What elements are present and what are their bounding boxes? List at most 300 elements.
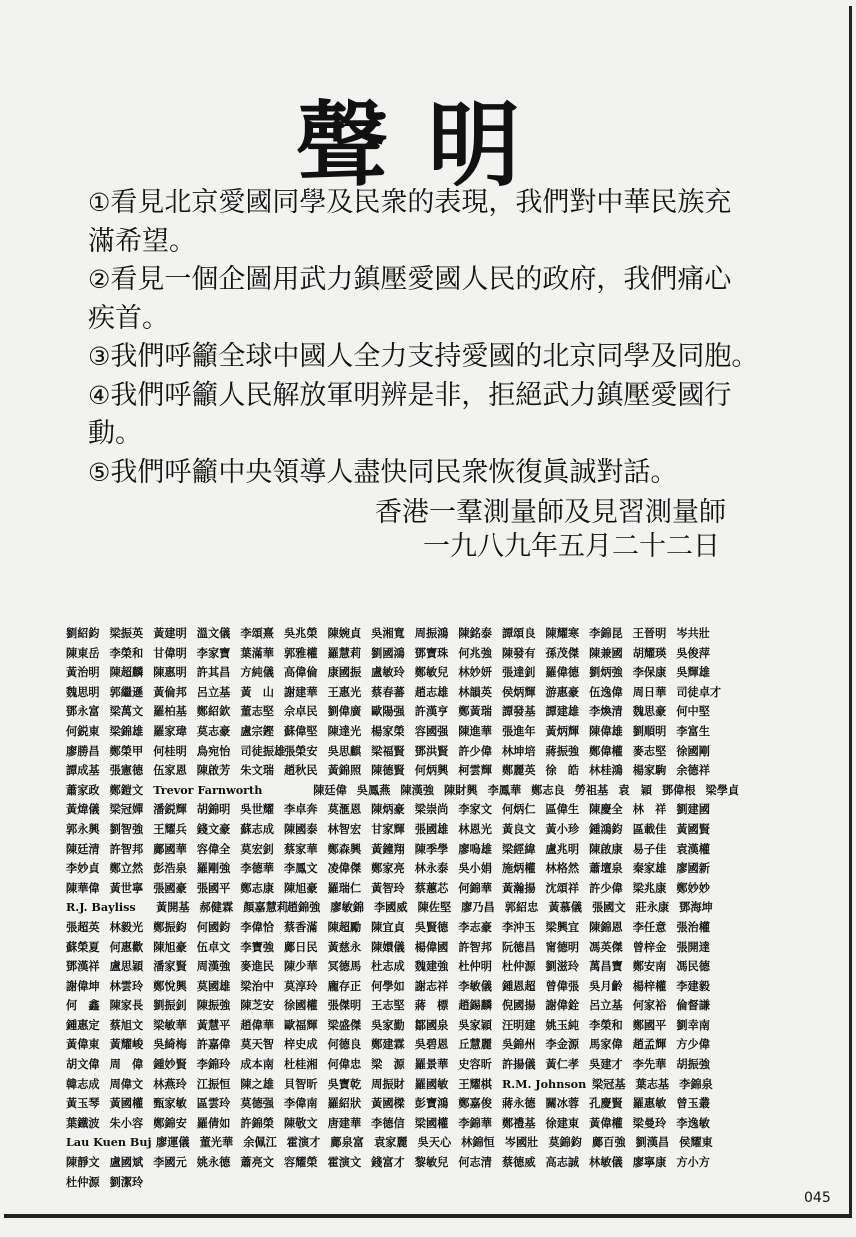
point-text: 我們呼籲人民解放軍明辨是非，拒絕武力鎮壓愛國行	[110, 379, 732, 411]
signatory-name: 黃偉權	[589, 1115, 623, 1130]
signatory-name: 莫宏釗	[240, 841, 274, 856]
signature-block	[375, 496, 726, 564]
signatory-name: 胡耀瑛	[632, 645, 667, 660]
signatory-name: 許漢亨	[414, 704, 449, 719]
signatory-name: 袁家麗	[373, 1135, 408, 1150]
statement-point	[88, 261, 778, 300]
signatory-name: 鄭嘉俊	[458, 1096, 492, 1111]
signatory-name: 徐建東	[545, 1115, 580, 1130]
signatory-name: 吳建才	[589, 1057, 623, 1072]
signatory-name: 張傑明	[327, 998, 362, 1013]
signatory-name: 王志堅	[371, 998, 405, 1013]
signatory-name: 林錦恒	[461, 1135, 495, 1150]
signatory-name: 呂立基	[589, 998, 623, 1013]
signatory-name: 倫督謙	[676, 998, 710, 1013]
signatory-row	[66, 977, 836, 997]
signatory-name: 彭浩泉	[153, 861, 187, 876]
signatory-name: 杜仲明	[458, 959, 492, 974]
signature-org: 香港一羣測量師及見習測量師	[375, 497, 726, 528]
signatory-name: 劉國鴻	[371, 645, 405, 660]
signatory-name: 何家裕	[632, 998, 667, 1013]
signatory-name: 鄒國泉	[414, 1017, 449, 1032]
signatory-name: 關冰蓉	[545, 1096, 580, 1111]
signatory-name: 李榮和	[109, 645, 144, 660]
signatory-name: 盧思穎	[109, 959, 144, 974]
signatory-name: 張超英	[66, 919, 100, 934]
signatory-row	[66, 957, 836, 977]
signatory-name: 吳世耀	[240, 802, 274, 817]
signatory-name: 陳兼國	[589, 645, 623, 660]
signatory-name: 黃良文	[501, 821, 536, 836]
signatory-name: 趙錦強	[286, 900, 321, 915]
signatory-name: 李富生	[676, 723, 710, 738]
signatory-name: 梁經緯	[501, 841, 536, 856]
signatory-name: 梁 源	[371, 1057, 405, 1072]
signatory-name: 陳啟芳	[196, 763, 231, 778]
signatory-name: 鍾惠定	[66, 1017, 100, 1032]
signatory-name: 李鳳華	[487, 782, 522, 797]
signatory-name: R.M. Johnson	[501, 1076, 587, 1091]
signatory-name: 麥志堅	[632, 743, 667, 758]
signatory-name: 龐存正	[327, 978, 362, 993]
signatory-name: 陳旭豪	[283, 880, 318, 895]
signatory-name: 周偉文	[109, 1076, 144, 1091]
signatory-name: 劉炳強	[589, 665, 623, 680]
signatory-name: 蔡蕙芯	[414, 880, 449, 895]
signatory-name: 方純儀	[240, 665, 274, 680]
signatory-name: 王晉明	[632, 626, 667, 640]
signatory-name: 陳慶全	[589, 802, 623, 817]
signatory-name: 廖寧康	[632, 1155, 667, 1170]
signatory-name: 黃瀚揚	[501, 880, 536, 895]
signatory-name: 杜志成	[371, 959, 405, 974]
signatory-name: 柯雲輝	[458, 763, 492, 778]
signatory-name: 錢文豪	[196, 821, 231, 836]
signatory-name: 黃國權	[109, 1096, 144, 1111]
signatory-name: 丘慧麗	[458, 1037, 492, 1052]
signatory-name: 王耀兵	[153, 821, 187, 836]
signatory-name: 施炳權	[501, 861, 536, 876]
signatory-name: 劉漢昌	[635, 1135, 670, 1150]
point-text-continued: 動。	[88, 418, 142, 449]
signatory-name: 鄧永富	[66, 704, 100, 719]
signatory-name: 徐國剛	[676, 743, 710, 758]
signatory-name: 江振恒	[196, 1076, 231, 1091]
signatory-name: 吳湘寬	[371, 626, 405, 640]
signatory-name: 鄺百強	[591, 1135, 626, 1150]
signatory-name: 李國威	[373, 900, 408, 915]
signatory-name: 魏建強	[414, 959, 449, 974]
signatory-name: 黃倫邦	[153, 684, 187, 699]
signatory-name: 陳財興	[443, 782, 478, 797]
signatory-row	[66, 1114, 836, 1134]
signatory-name: 趙偉華	[240, 1017, 274, 1032]
signatory-name: 林坤培	[501, 743, 536, 758]
signatory-name: 鍾妙賢	[153, 1057, 187, 1072]
signatory-row	[66, 938, 836, 958]
signatory-name: 鄭妙妙	[676, 880, 710, 895]
signatory-name: 顏嘉慧莉	[243, 900, 288, 915]
signatory-name: 鄭鎧文	[109, 782, 144, 797]
signatory-name: 岑國壯	[504, 1135, 539, 1150]
signatory-name: 蔣永德	[501, 1096, 536, 1111]
signatory-name: 容國强	[414, 723, 449, 738]
signatory-name: 溫文儀	[196, 626, 231, 640]
signatory-name: 伍逸偉	[589, 684, 623, 699]
signatory-name: 許錦榮	[240, 1115, 274, 1130]
signatory-name: 趙孟輝	[632, 1037, 667, 1052]
signatory-name: 何兆強	[458, 645, 492, 660]
signatory-name: 何惠歡	[109, 939, 144, 954]
signatory-name: 鄭振鈞	[153, 919, 187, 934]
signatory-name: 許嘉偉	[196, 1037, 231, 1052]
signatory-name: 李錦玲	[196, 1057, 231, 1072]
signatory-row	[66, 742, 836, 762]
signatory-name: 胡錦明	[196, 802, 231, 817]
signatory-name: 李頌熹	[240, 626, 274, 640]
signatory-name: 陳廷偉	[313, 782, 347, 797]
signatory-name: 許少偉	[458, 743, 492, 758]
signatory-name: 林敏儀	[589, 1155, 623, 1170]
signatory-name: 廖運儀	[156, 1135, 190, 1150]
signatory-name: 梁盛傑	[327, 1017, 362, 1032]
signatory-name: Trevor Farnworth	[153, 782, 263, 797]
signatory-name: 莫國雄	[196, 978, 231, 993]
signatory-name: 貝智昕	[283, 1076, 318, 1091]
signatory-name: 張國雄	[414, 821, 449, 836]
signatory-name: 伍卓文	[196, 939, 231, 954]
signatory-name: 曾梓金	[632, 939, 667, 954]
signatory-name: 杜桂湘	[283, 1057, 318, 1072]
signatory-name: 趙錫麟	[458, 998, 492, 1013]
signatory-row	[66, 918, 836, 938]
point-text: 我們呼籲全球中國人全力支持愛國的北京同學及同胞。	[110, 341, 759, 372]
signatory-name: 劉紹鈞	[66, 626, 100, 640]
signatory-name: 岑共壯	[676, 626, 710, 640]
signatory-name: 陳發有	[501, 645, 536, 660]
signatory-name: 梁曼玲	[632, 1115, 667, 1130]
signatory-name: 魏思明	[66, 684, 100, 699]
signatory-name: 吳天心	[417, 1135, 452, 1150]
signatory-row	[66, 840, 836, 860]
signatory-name: 霍演文	[327, 1155, 362, 1170]
signatory-name: 郭繼遜	[109, 684, 144, 699]
signatory-name: 鄭禮基	[501, 1115, 536, 1130]
signatory-name: 廖勝昌	[66, 743, 100, 758]
signatory-name: 鄭志康	[240, 880, 274, 895]
signatory-name: 何德良	[327, 1037, 362, 1052]
signatory-name: 李先華	[632, 1057, 667, 1072]
signatory-name: 劉振釗	[153, 998, 187, 1013]
signatory-name: 陳東岳	[66, 645, 100, 660]
signatory-name: 鄭紹欽	[196, 704, 231, 719]
signatory-name: 許智邦	[109, 841, 144, 856]
signatory-name: 林恩光	[458, 821, 492, 836]
signatory-name: 梁錦雄	[109, 723, 144, 738]
signatory-name: 黎敏兒	[414, 1155, 449, 1170]
signatory-name: 黃仁孝	[545, 1057, 580, 1072]
signatory-name: 李偉恰	[240, 919, 274, 934]
signatory-name: 梁敏華	[153, 1017, 187, 1032]
signatory-name: 吳寶乾	[327, 1076, 362, 1091]
signatory-name: 吳輝雄	[676, 665, 710, 680]
signatory-name: 鄭家亮	[371, 861, 405, 876]
signatory-name: 葉滿華	[240, 645, 274, 660]
signatory-name: 魏思豪	[632, 704, 667, 719]
signatory-name: 甄家敏	[153, 1096, 187, 1111]
signatory-name: 鄭志良	[531, 782, 565, 797]
signatory-name: 蘇榮夏	[66, 939, 100, 954]
signatory-name: 李錦昆	[589, 626, 623, 640]
signatory-name: 陳達光	[327, 723, 362, 738]
signatory-name: 周振鴻	[414, 626, 449, 640]
signatory-name: 黃國賢	[676, 821, 710, 836]
signatory-name: 冥德馬	[327, 959, 362, 974]
signatory-name: 劉建國	[676, 802, 710, 817]
signatory-name: 朱小容	[109, 1115, 144, 1130]
signatory-name: 陳佐堅	[417, 900, 452, 915]
signatory-name: 陳廷清	[66, 841, 100, 856]
signatory-name: 甘偉明	[153, 645, 187, 660]
signatory-name: 高志誠	[545, 1155, 580, 1170]
signatory-name: 黃開基	[156, 900, 190, 915]
signatory-name: 許揚儀	[501, 1057, 536, 1072]
signatory-name: 鄭偉權	[589, 743, 623, 758]
signatory-name: 董志堅	[240, 704, 274, 719]
signatory-name: 蘇偉堅	[283, 723, 318, 738]
signatory-row	[66, 1035, 836, 1055]
signatory-name: 容偉全	[196, 841, 231, 856]
point-number: ②	[88, 265, 111, 294]
signatory-name: R.J. Bayliss	[66, 900, 136, 915]
signatory-name: 陳旭豪	[153, 939, 187, 954]
signatory-name: 陳宜貞	[371, 919, 405, 934]
signatory-name: 李鳳文	[283, 861, 318, 876]
signatory-name: 李妙貞	[66, 861, 100, 876]
signatory-name: 劉偉廣	[327, 704, 362, 719]
signatory-name: 李寶強	[240, 939, 274, 954]
signatory-name: 王惠光	[327, 684, 362, 699]
signatory-row	[66, 1153, 836, 1173]
signatory-name: 李志豪	[458, 919, 492, 934]
signatory-name: 羅家瑋	[153, 723, 187, 738]
signatory-name: 鄭立然	[109, 861, 144, 876]
signatory-name: 鄭悅興	[153, 978, 187, 993]
signatory-name: 區雲玲	[196, 1096, 231, 1111]
signatory-name: 黃錦照	[327, 763, 362, 778]
signatory-row	[66, 722, 836, 742]
signatory-name: 陳惠明	[153, 665, 187, 680]
signatory-name: 張國文	[591, 900, 626, 915]
signatory-name: 張榮安	[283, 743, 318, 758]
signatory-name: 郭永興	[66, 821, 100, 836]
signatory-name: 盧宗鏗	[240, 723, 274, 738]
signatory-name: 鄭錦安	[153, 1115, 187, 1130]
signatory-name: 鄺日民	[283, 939, 318, 954]
signatory-name: 陳超勵	[327, 919, 362, 934]
signatory-name: 郝健霖	[199, 900, 234, 915]
signatory-name: 盧敏玲	[371, 665, 405, 680]
signatory-name: Lau Kuen Buj	[66, 1135, 152, 1150]
signatory-name: 潘鋭輝	[153, 802, 187, 817]
signatory-name: 梁崇尚	[414, 802, 449, 817]
signatory-name: 林桂鴻	[589, 763, 623, 778]
signatory-name: 吳錦州	[501, 1037, 536, 1052]
signatory-name: 鄺國華	[153, 841, 187, 856]
signatory-name: 謝志祥	[414, 978, 449, 993]
signatory-name: 汪明建	[501, 1017, 536, 1032]
signatory-name: 蕭亮文	[240, 1155, 274, 1170]
signatory-name: 何錦華	[458, 880, 492, 895]
signatory-name: 莫德强	[240, 1096, 274, 1111]
signatory-name: 李任意	[632, 919, 667, 934]
signature-date: 一九八九年五月二十二日	[423, 531, 720, 562]
signatory-name: 莫志豪	[196, 723, 231, 738]
signatory-name: 黃治明	[66, 665, 100, 680]
signatory-name: 秦家雄	[632, 861, 667, 876]
signatory-name: 李錦泉	[679, 1076, 713, 1091]
signatory-row	[66, 702, 836, 722]
signatory-name: 陳之雄	[240, 1076, 274, 1091]
signatory-name: 成本南	[240, 1057, 274, 1072]
signatory-name: 林永泰	[414, 861, 449, 876]
signatory-name: 侯耀東	[679, 1135, 713, 1150]
signatory-name: 鄧寶珠	[414, 645, 449, 660]
signatory-name: 余德祥	[676, 763, 710, 778]
signatory-name: 周日華	[632, 684, 667, 699]
signatory-name: 盧兆明	[545, 841, 580, 856]
signatory-name: 陳銘泰	[458, 626, 492, 640]
signatory-name: 黃玉琴	[66, 1096, 100, 1111]
signatory-name: 黃偉東	[66, 1037, 100, 1052]
signatory-name: 廖乃昌	[461, 900, 495, 915]
signatory-name: 羅惠敏	[632, 1096, 667, 1111]
signatory-name: 姚玉純	[545, 1017, 580, 1032]
signatory-name: 黃鐘翔	[371, 841, 405, 856]
signatory-name: 蘇志成	[240, 821, 274, 836]
signatory-name: 吳兆榮	[283, 626, 318, 640]
signatory-name: 鳥宛怡	[196, 743, 231, 758]
signatory-name: 張達釗	[501, 665, 536, 680]
signatory-name: 許智邦	[458, 939, 492, 954]
signatory-name: 楊家榮	[371, 723, 405, 738]
signatory-name: 陳德賢	[371, 763, 405, 778]
signatory-name: 游惠豪	[545, 684, 580, 699]
signatory-name: 勞祖基	[574, 782, 609, 797]
signatory-name: 葉志基	[635, 1076, 670, 1091]
signatory-name: 鄺泉富	[330, 1135, 364, 1150]
signatory-name: 陳少華	[283, 959, 318, 974]
signatory-name: 方小方	[676, 1155, 710, 1170]
signatory-name: 司徒卓才	[676, 684, 722, 699]
signatory-name: 杜仲源	[501, 959, 536, 974]
signatory-row	[66, 859, 836, 879]
signatory-name: 何國鈞	[196, 919, 231, 934]
signatory-name: 羅柏基	[153, 704, 187, 719]
signatory-name: 李家文	[458, 802, 492, 817]
statement-point	[88, 184, 778, 223]
signatory-name: 陳炳豪	[371, 802, 405, 817]
signatory-name: 陳偉雄	[589, 723, 623, 738]
signatory-name: 鄭麗英	[501, 763, 536, 778]
signatory-name: 徐 皓	[545, 763, 580, 778]
signatory-name: 姚永德	[196, 1155, 231, 1170]
signatory-name: 甘家輝	[371, 821, 405, 836]
signatory-row	[66, 663, 836, 683]
signatory-name: 梁萬文	[109, 704, 144, 719]
signatory-name: 何志清	[458, 1155, 492, 1170]
signatory-name: 羅國敏	[414, 1076, 449, 1091]
signatory-name: 康國振	[327, 665, 362, 680]
signatory-name: 李錦華	[458, 1115, 492, 1130]
signatory-name: 陳國泰	[283, 821, 318, 836]
signatory-name: 朱文瑞	[240, 763, 274, 778]
signatory-name: 馮英傑	[589, 939, 623, 954]
signatory-name: 鄭國平	[632, 1017, 667, 1032]
signatory-name: 歐陽强	[371, 704, 405, 719]
signatory-row	[66, 1016, 836, 1036]
signatory-name: 廖敏錦	[330, 900, 364, 915]
signatory-name: 謝建華	[283, 684, 318, 699]
signatory-name: 霍演才	[286, 1135, 321, 1150]
signatory-list	[66, 624, 836, 1192]
signatory-name: 唐建華	[327, 1115, 362, 1130]
signatory-name: 何中堅	[676, 704, 710, 719]
signatory-name: 吳家穎	[458, 1017, 492, 1032]
signatory-name: 郭紹忠	[504, 900, 539, 915]
signatory-name: 胡振強	[676, 1057, 710, 1072]
signatory-name: 鄭森興	[327, 841, 362, 856]
signatory-name: 呂立基	[196, 684, 231, 699]
signatory-name: 潘家賢	[153, 959, 187, 974]
signatory-name: 廖國新	[676, 861, 710, 876]
signatory-name: 易子佳	[632, 841, 667, 856]
signatory-name: 莫天智	[240, 1037, 274, 1052]
signatory-name: 張開達	[676, 939, 710, 954]
signatory-name: 李偉南	[283, 1096, 318, 1111]
signatory-name: 楊偉國	[414, 939, 449, 954]
signatory-name: 黃慕儀	[548, 900, 582, 915]
signatory-name: 司徒振雄	[240, 743, 286, 758]
signatory-name: 陳家長	[109, 998, 144, 1013]
signatory-name: 梁冠基	[591, 1076, 626, 1091]
signatory-row	[66, 644, 836, 664]
statement-point	[88, 454, 778, 493]
point-number: ①	[88, 188, 111, 217]
signatory-name: 廖嗚雄	[458, 841, 492, 856]
signatory-name: 李敏儀	[458, 978, 492, 993]
signatory-row	[66, 1133, 836, 1153]
signatory-name: 莊永康	[635, 900, 670, 915]
statement-points	[88, 184, 778, 492]
signatory-name: 陳敬文	[283, 1115, 318, 1130]
signatory-name: 蔡家華	[283, 841, 318, 856]
signatory-name: 鄧洪賢	[414, 743, 449, 758]
signatory-name: 甯德明	[545, 939, 580, 954]
signatory-name: 林 祥	[632, 802, 667, 817]
signatory-name: 曾玉叢	[676, 1096, 710, 1111]
signatory-name: 馮民德	[676, 959, 710, 974]
signatory-name: 黃 山	[240, 684, 274, 699]
signatory-name: 李煥清	[589, 704, 623, 719]
signatory-name: 林毅光	[109, 919, 144, 934]
signatory-name: 周 偉	[109, 1057, 144, 1072]
page-title: 聲明	[295, 91, 560, 199]
signatory-name: 袁 穎	[618, 782, 652, 797]
signatory-name: 馬家偉	[589, 1037, 623, 1052]
signatory-row	[66, 1055, 836, 1075]
signatory-name: 錢富才	[371, 1155, 405, 1170]
